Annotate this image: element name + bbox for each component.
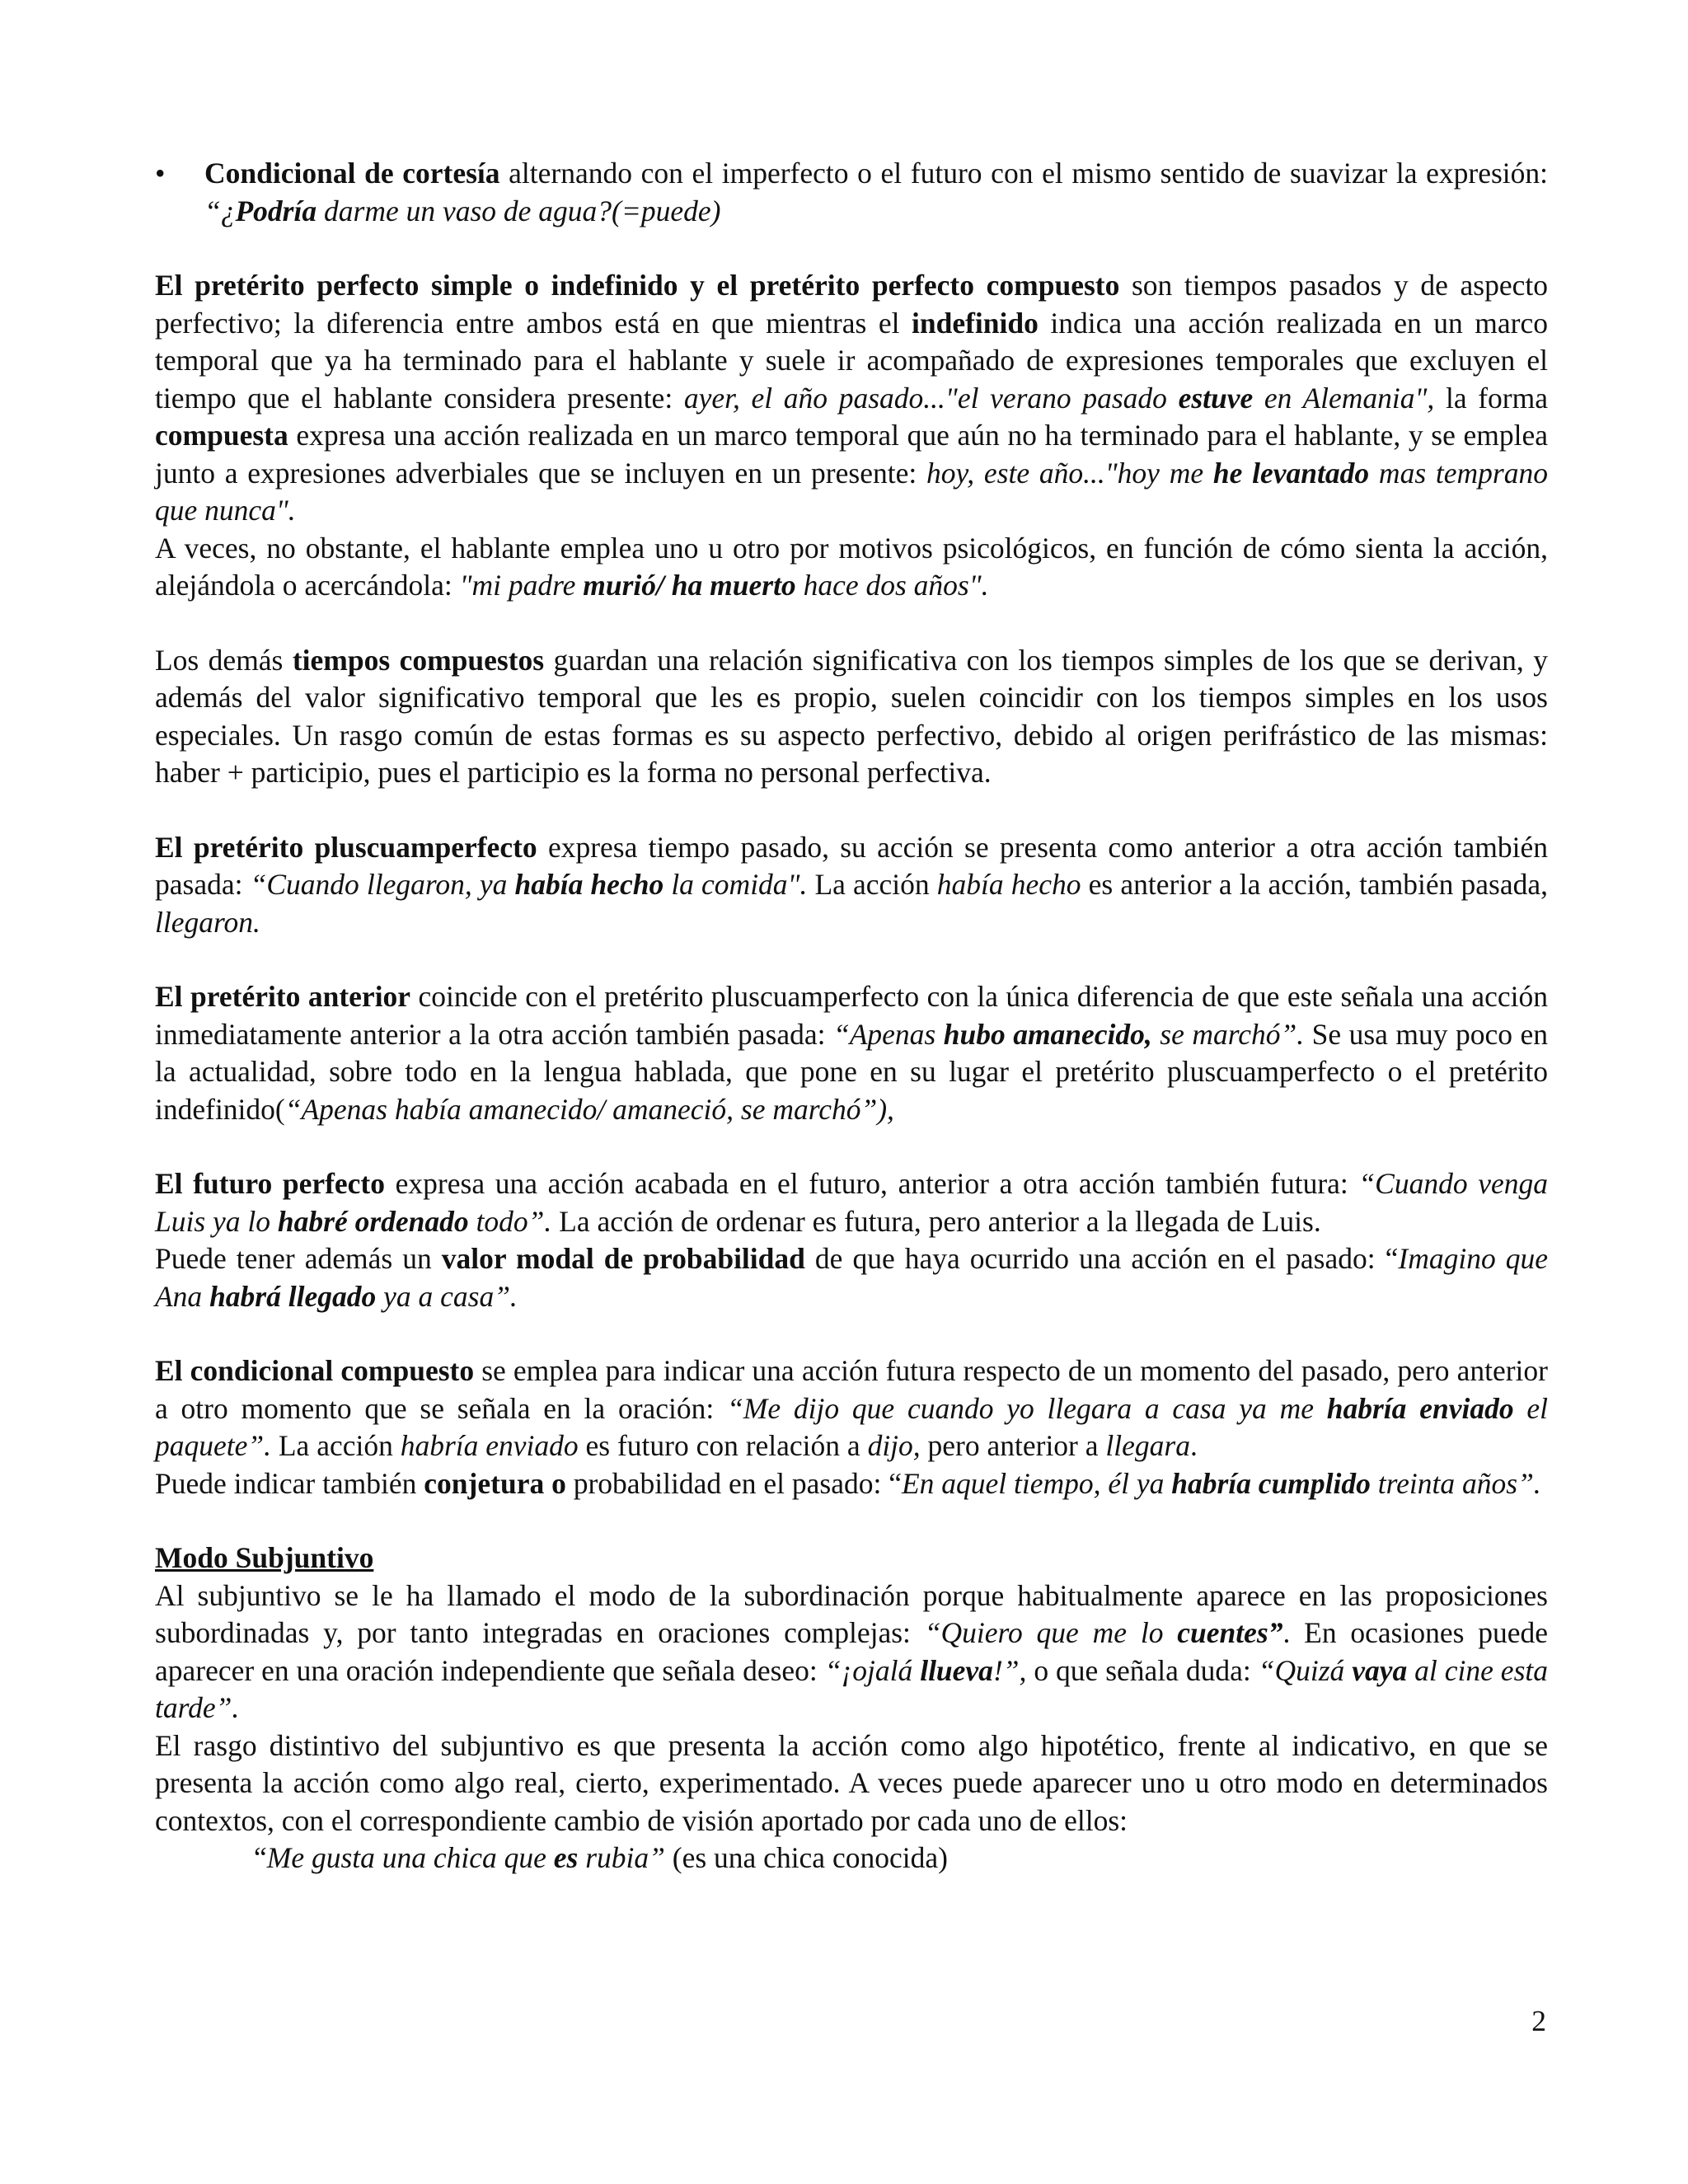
- page-content: [155, 155, 1548, 1877]
- paragraph-valor-modal: Puede tener además un valor modal de probabilidad de que haya ocurrido una acción en el pasado: “Imagino que Ana habrá llegado ya a casa”.: [155, 1242, 1548, 1313]
- paragraph-gap: [155, 230, 1548, 267]
- bullet-icon: •: [155, 157, 166, 190]
- bullet-item-condicional-cortesia: • Condicional de cortesía alternando con el imperfecto o el futuro con el mismo sentido de suavizar la expresión: “¿Podría darme un vaso de agua?(=puede): [155, 157, 1548, 227]
- section-heading-modo-subjuntivo: Modo Subjuntivo: [155, 1541, 374, 1574]
- paragraph-a-veces: A veces, no obstante, el hablante emplea uno u otro por motivos psicológicos, en función de cómo sienta la acción, alejándola o acercándola: "mi padre murió/ ha muerto hace dos años".: [155, 531, 1548, 602]
- paragraph-indefinido-compuesto: El pretérito perfecto simple o indefinido y el pretérito perfecto compuesto son tiempos pasados y de aspecto perfectivo; la diferencia entre ambos está en que mientras el indefinido indica una acción realizada en un marco temporal que ya ha terminado para el hablante y suele ir acompañado de expresiones temporales que excluyen el tiempo que el hablante considera presente: ayer, el año pasado..."el verano pasado estuve en Alemania", la forma compuesta expresa una acción realizada en un marco temporal que aún no ha terminado para el hablante, y se emplea junto a expresiones adverbiales que se incluyen en un presente: hoy, este año..."hoy me he levantado mas temprano que nunca".: [155, 269, 1549, 527]
- paragraph-gap: [155, 1128, 1548, 1165]
- paragraph-conjetura: Puede indicar también conjetura o probabilidad en el pasado: “En aquel tiempo, él ya habría cumplido treinta años”.: [155, 1466, 1541, 1500]
- paragraph-subjuntivo: Al subjuntivo se le ha llamado el modo de la subordinación porque habitualmente aparece en las proposiciones subordinadas y, por tanto integradas en oraciones complejas: “Quiero que me lo cuentes”. En ocasiones puede aparecer en una oración independiente que señala deseo: “¡ojalá llueva!”, o que señala duda: “Quizá vaya al cine esta tarde”.: [155, 1578, 1548, 1724]
- paragraph-gap: [155, 605, 1548, 642]
- paragraph-futuro-perfecto: El futuro perfecto expresa una acción acabada en el futuro, anterior a otra acción también futura: “Cuando venga Luis ya lo habré ordenado todo”. La acción de ordenar es futura, pero anterior a la llegada de Luis.: [155, 1167, 1549, 1238]
- paragraph-tiempos-compuestos: Los demás tiempos compuestos guardan una relación significativa con los tiempos simples de los que se derivan, y además del valor significativo temporal que les es propio, suelen coincidir con los tiempos simples en los usos especiales. Un rasgo común de estas formas es su aspecto perfectivo, debido al origen perifrástico de las mismas: haber + participio, pues el participio es la forma no personal perfectiva.: [155, 643, 1548, 789]
- paragraph-gap: [155, 941, 1548, 978]
- paragraph-condicional-compuesto: El condicional compuesto se emplea para indicar una acción futura respecto de un momento del pasado, pero anterior a otro momento que se señala en la oración: “Me dijo que cuando yo llegara a casa ya me habría enviado el paquete”. La acción habría enviado es futuro con relación a dijo, pero anterior a llegara.: [155, 1354, 1548, 1462]
- paragraph-gap: [155, 792, 1548, 829]
- paragraph-pluscuamperfecto: El pretérito pluscuamperfecto expresa tiempo pasado, su acción se presenta como anterior a otra acción también pasada: “Cuando llegaron, ya había hecho la comida". La acción había hecho es anterior a la acción, también pasada, llegaron.: [155, 830, 1549, 939]
- paragraph-rasgo-distintivo: El rasgo distintivo del subjuntivo es que presenta la acción como algo hipotético, frente al indicativo, en que se presenta la acción como algo real, cierto, experimentado. A veces puede aparecer uno u otro modo en determinados contextos, con el correspondiente cambio de visión aportado por cada uno de ellos:: [155, 1728, 1548, 1837]
- paragraph-gap: [155, 1502, 1548, 1540]
- paragraph-gap: [155, 1315, 1548, 1352]
- paragraph-preterito-anterior: El pretérito anterior coincide con el pretérito pluscuamperfecto con la única diferencia de que este señala una acción inmediatamente anterior a la otra acción también pasada: “Apenas hubo amanecido, se marchó”. Se usa muy poco en la actualidad, sobre todo en la lengua hablada, que pone en su lugar el pretérito pluscuamperfecto o el pretérito indefinido(“Apenas había amanecido/ amaneció, se marchó”),: [155, 980, 1549, 1126]
- page-number: 2: [1531, 2004, 1546, 2037]
- example-sentence: “Me gusta una chica que es rubia” (es una chica conocida): [254, 1841, 948, 1874]
